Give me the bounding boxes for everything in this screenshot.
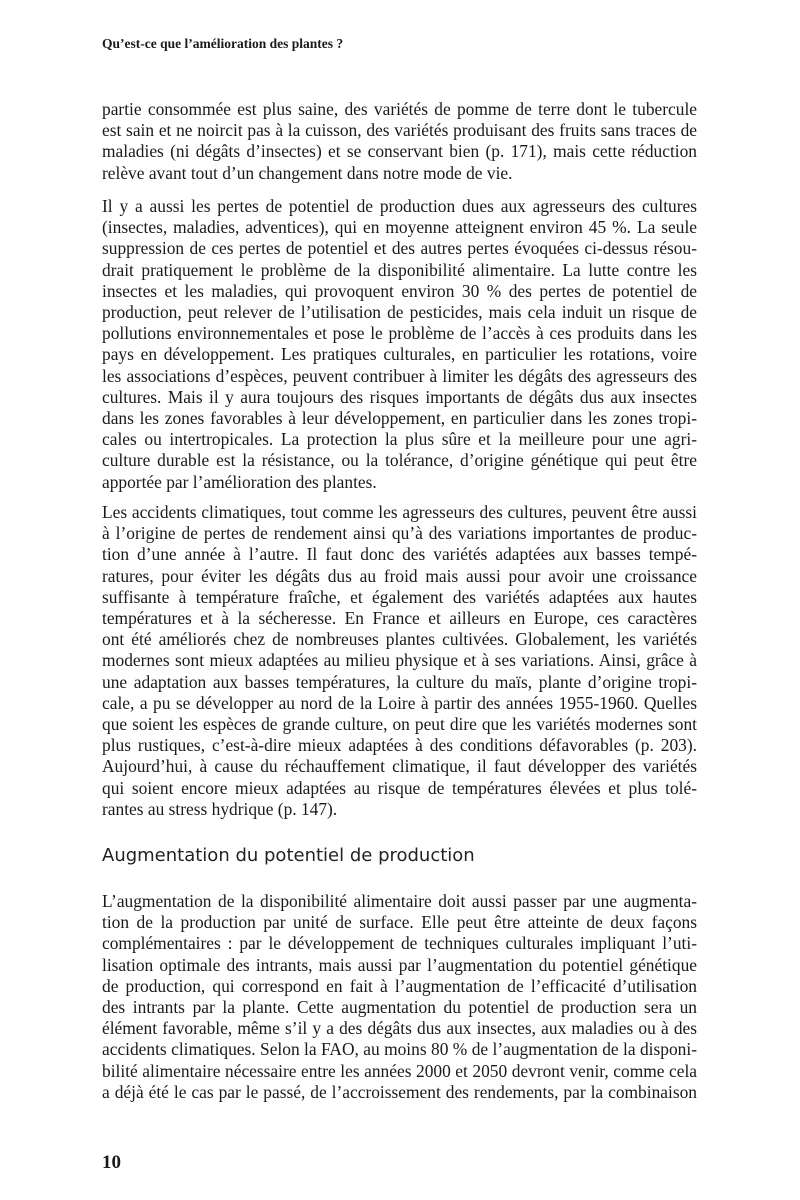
text-line: Il y a aussi les pertes de potentiel de production dues aux agresseurs des cultures	[102, 196, 697, 216]
text-line: bilité alimentaire nécessaire entre les années 2000 et 2050 devront venir, comme cela	[102, 1060, 697, 1081]
text-line: températures et à la sécheresse. En France et ailleurs en Europe, ces caractères	[102, 608, 697, 629]
section-heading: Augmentation du potentiel de production	[102, 845, 475, 866]
text-line: L’augmentation de la disponibilité alimentaire doit aussi passer par une augmenta-	[102, 891, 697, 911]
text-line: plus rustiques, c’est-à-dire mieux adaptées à des conditions défavorables (p. 203).	[102, 735, 697, 756]
text-line: maladies (ni dégâts d’insectes) et se conservant bien (p. 171), mais cette réduction	[102, 141, 697, 162]
text-line: qui soient encore mieux adaptées au risque de températures élevées et plus tolé-	[102, 777, 697, 798]
text-line: culture durable est la résistance, ou la tolérance, d’origine génétique qui peut être	[102, 450, 697, 471]
page-number: 10	[102, 1152, 121, 1173]
text-line: relève avant tout d’un changement dans notre mode de vie.	[102, 162, 513, 183]
text-line: cales ou intertropicales. La protection la plus sûre et la meilleure pour une agri-	[102, 429, 697, 450]
text-line: dans les zones favorables à leur développement, en particulier dans les zones tropi-	[102, 408, 697, 429]
text-line: tion d’une année à l’autre. Il faut donc des variétés adaptées aux basses tempé-	[102, 544, 697, 565]
text-line: accidents climatiques. Selon la FAO, au moins 80 % de l’augmentation de la disponi-	[102, 1039, 697, 1060]
paragraph-1	[102, 99, 697, 184]
text-line: les associations d’espèces, peuvent contribuer à limiter les dégâts des agresseurs des	[102, 365, 697, 386]
text-line: ratures, pour éviter les dégâts dus au froid mais aussi pour avoir une croissance	[102, 565, 697, 586]
text-line: suffisante à température fraîche, et également des variétés adaptées aux hautes	[102, 586, 697, 607]
text-line: drait pratiquement le problème de la disponibilité alimentaire. La lutte contre les	[102, 259, 697, 280]
text-line: de production, qui correspond en fait à l’augmentation de l’efficacité d’utilisation	[102, 975, 697, 996]
text-line: lisation optimale des intrants, mais aussi par l’augmentation du potentiel génétique	[102, 954, 697, 975]
text-line: (insectes, maladies, adventices), qui en moyenne atteignent environ 45 %. La seule	[102, 217, 697, 238]
text-line: Les accidents climatiques, tout comme les agresseurs des cultures, peuvent être aussi	[102, 502, 697, 522]
text-line: complémentaires : par le développement de techniques culturales impliquant l’uti-	[102, 933, 697, 954]
text-line: a déjà été le cas par le passé, de l’accroissement des rendements, par la combinaison	[102, 1081, 697, 1102]
text-line: insectes et les maladies, qui provoquent environ 30 % des pertes de potentiel de	[102, 280, 697, 301]
text-line: partie consommée est plus saine, des variétés de pomme de terre dont le tubercule	[102, 99, 697, 119]
text-line: ont été améliorés chez de nombreuses plantes cultivées. Globalement, les variétés	[102, 629, 697, 650]
text-line: modernes sont mieux adaptées au milieu physique et à ses variations. Ainsi, grâce à	[102, 650, 697, 671]
section-paragraph	[102, 891, 697, 1103]
text-line: tion de la production par unité de surface. Elle peut être atteinte de deux façons	[102, 912, 697, 933]
paragraph-2	[102, 196, 697, 493]
text-line: que soient les espèces de grande culture, on peut dire que les variétés modernes sont	[102, 714, 697, 735]
text-line: à l’origine de pertes de rendement ainsi qu’à des variations importantes de produc-	[102, 523, 697, 544]
text-line: pays en développement. Les pratiques culturales, en particulier les rotations, voire	[102, 344, 697, 365]
text-line: rantes au stress hydrique (p. 147).	[102, 798, 338, 819]
text-line: élément favorable, même s’il y a des dégâts dus aux insectes, aux maladies ou à des	[102, 1018, 697, 1039]
text-line: apportée par l’amélioration des plantes.	[102, 471, 377, 492]
text-line: suppression de ces pertes de potentiel et des autres pertes évoquées ci-dessus résou-	[102, 238, 697, 259]
paragraph-3	[102, 502, 697, 820]
text-line: cale, a pu se développer au nord de la Loire à partir des années 1955-1960. Quelles	[102, 692, 697, 713]
text-line: production, peut relever de l’utilisation de pesticides, mais cela induit un risque de	[102, 302, 697, 323]
running-head: Qu’est-ce que l’amélioration des plantes ?	[102, 36, 344, 51]
text-line: Aujourd’hui, à cause du réchauffement climatique, il faut développer des variétés	[102, 756, 697, 777]
text-line: cultures. Mais il y aura toujours des risques importants de dégâts dus aux insectes	[102, 386, 697, 407]
text-line: une adaptation aux basses températures, la culture du maïs, plante d’origine tropi-	[102, 671, 697, 692]
text-line: est sain et ne noircit pas à la cuisson, des variétés produisant des fruits sans traces de	[102, 120, 697, 141]
text-line: des intrants par la plante. Cette augmentation du potentiel de production sera un	[102, 997, 697, 1018]
text-line: pollutions environnementales et pose le problème de l’accès à ces produits dans les	[102, 323, 697, 344]
